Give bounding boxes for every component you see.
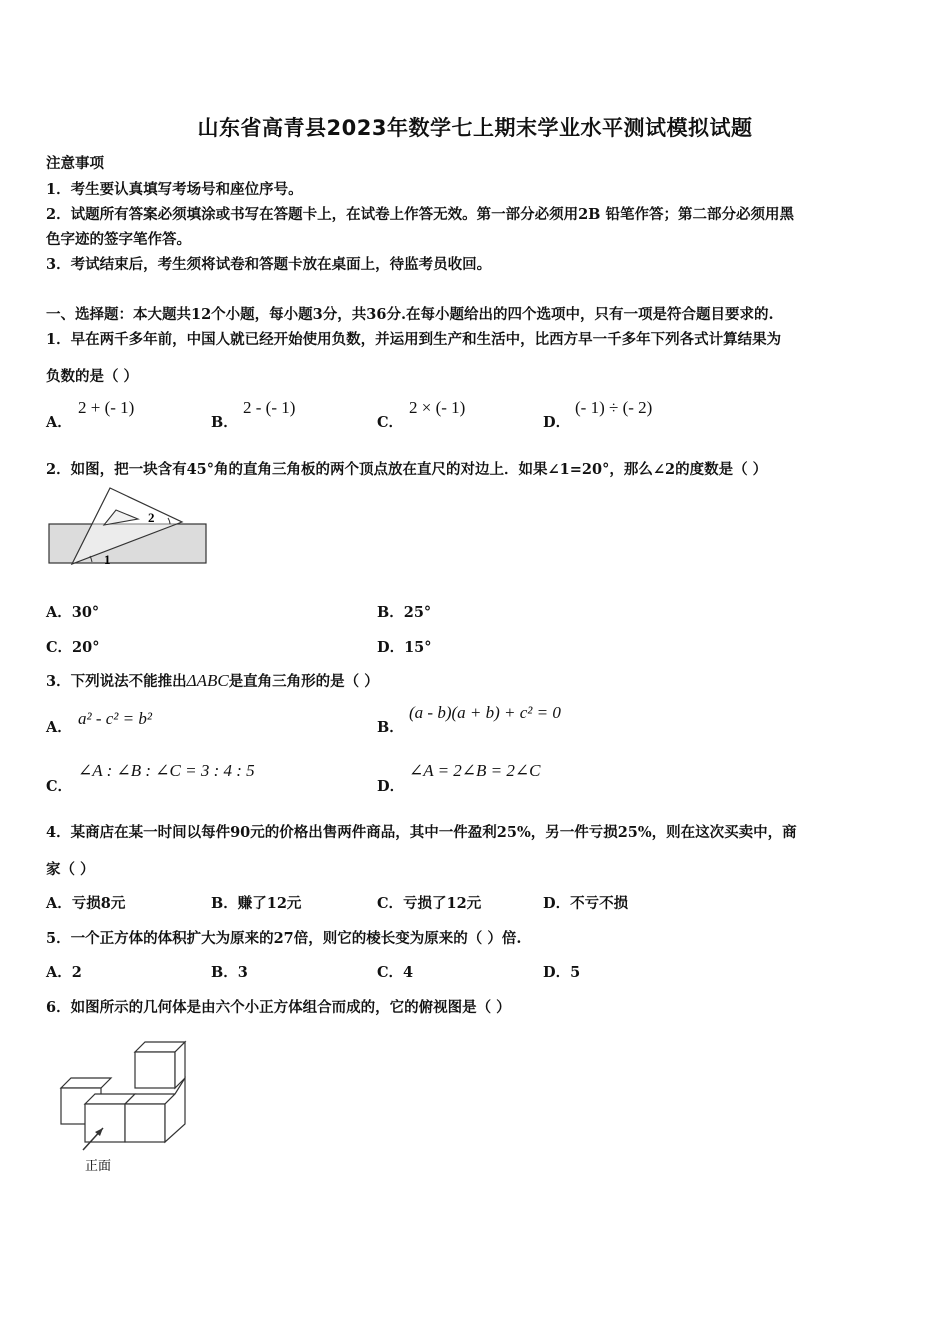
page-title: 山东省高青县2023年数学七上期末学业水平测试模拟试题: [197, 116, 753, 140]
option-label: A．: [46, 719, 72, 736]
notice-item: 2．试题所有答案必须填涂或书写在答题卡上，在试卷上作答无效。第一部分必须用2B 铅笔作答；第二部分必须用黑: [46, 206, 794, 223]
question-2-text: 2．如图，把一块含有45°角的直角三角板的两个顶点放在直尺的对边上．如果∠1=20°，那么∠2的度数是（ ）: [46, 461, 768, 478]
notice-item: 1．考生要认真填写考场号和座位序号。: [46, 181, 303, 198]
option-label: B．: [211, 414, 238, 431]
cube-figure: [55, 1038, 195, 1178]
cube-front-face: [85, 1104, 125, 1142]
question-5-option-a: A．2: [46, 964, 82, 981]
question-1-option-a: 2 + (- 1): [78, 398, 135, 417]
question-2-option-a: A．30°: [46, 604, 100, 621]
ruler-triangle-figure: [40, 482, 220, 572]
question-3-option-a: a² - c² = b²: [78, 709, 152, 728]
notice-heading: 注意事项: [46, 155, 104, 172]
question-2-option-b: B．25°: [377, 604, 432, 621]
front-label: 正面: [85, 1159, 112, 1174]
question-3-text: 3．下列说法不能推出ΔABC是直角三角形的是（ ）: [46, 671, 379, 690]
angle-2-label: 2: [148, 510, 155, 525]
option-label: D．: [377, 778, 405, 795]
question-4-option-b: B．赚了12元: [211, 895, 302, 912]
question-1-text: 1．早在两千多年前，中国人就已经开始使用负数，并运用到生产和生活中，比西方早一千多年下列各式计算结果为: [46, 331, 782, 348]
notice-item: 3．考试结束后，考生须将试卷和答题卡放在桌面上，待监考员收回。: [46, 256, 492, 273]
notice-item: 色字迹的签字笔作答。: [46, 231, 191, 248]
question-3-option-d: ∠A = 2∠B = 2∠C: [409, 761, 541, 780]
question-1-option-c: 2 × (- 1): [409, 398, 466, 417]
option-label: C．: [377, 414, 404, 431]
question-2-option-c: C．20°: [46, 639, 100, 656]
cube-front-face: [125, 1104, 165, 1142]
question-1-option-d: (- 1) ÷ (- 2): [575, 398, 653, 417]
question-6-text: 6．如图所示的几何体是由六个小正方体组合而成的，它的俯视图是（ ）: [46, 999, 511, 1016]
triangle-symbol: ΔABC: [186, 671, 229, 690]
question-4-option-a: A．亏损8元: [46, 895, 126, 912]
option-label: A．: [46, 414, 72, 431]
cube-front-face: [135, 1052, 175, 1088]
question-2-option-d: D．15°: [377, 639, 432, 656]
question-4-option-c: C．亏损了12元: [377, 895, 482, 912]
question-1-text: 负数的是（ ）: [46, 368, 139, 385]
question-5-option-b: B．3: [211, 964, 248, 981]
question-3-option-b: (a - b)(a + b) + c² = 0: [409, 703, 561, 722]
question-4-text: 家（ ）: [46, 861, 95, 878]
cube-top-face: [61, 1078, 111, 1088]
question-5-option-d: D．5: [543, 964, 581, 981]
question-5-text: 5．一个正方体的体积扩大为原来的27倍，则它的棱长变为原来的（ ）倍.: [46, 930, 522, 947]
question-3-option-c: ∠A : ∠B : ∠C = 3 : 4 : 5: [78, 761, 255, 780]
angle-1-label: 1: [104, 552, 111, 567]
option-label: B．: [377, 719, 404, 736]
question-1-option-b: 2 - (- 1): [243, 398, 296, 417]
question-4-option-d: D．不亏不损: [543, 895, 629, 912]
question-4-text: 4．某商店在某一时间以每件90元的价格出售两件商品，其中一件盈利25%，另一件亏损25%，则在这次买卖中，商: [46, 824, 797, 841]
section-heading: 一、选择题：本大题共12个小题，每小题3分，共36分.在每小题给出的四个选项中，只有一项是符合题目要求的.: [46, 306, 774, 323]
option-label: C．: [46, 778, 73, 795]
option-label: D．: [543, 414, 571, 431]
question-5-option-c: C．4: [377, 964, 414, 981]
